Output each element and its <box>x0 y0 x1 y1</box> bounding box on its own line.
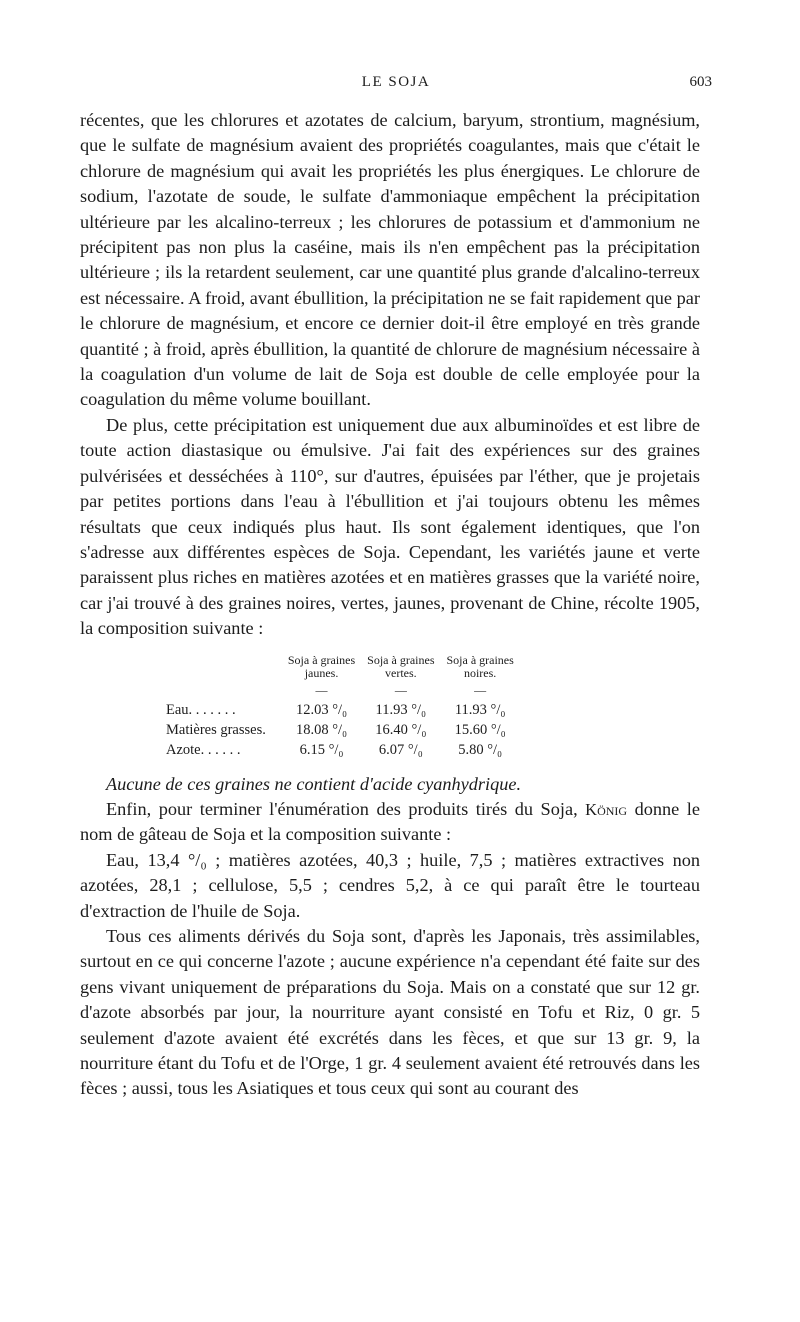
page-header <box>80 72 712 98</box>
column-header-line1: Soja à graines <box>367 652 435 667</box>
cell-value: 11.93 °/₀ <box>454 701 506 718</box>
table-row <box>166 720 520 740</box>
cell-value: 15.60 °/₀ <box>454 721 506 738</box>
header-spacer <box>166 654 282 682</box>
cell-value: 6.15 °/₀ <box>299 741 344 758</box>
row-label: Eau. . . . . . . <box>166 701 236 718</box>
column-dash: — <box>394 682 407 697</box>
cell-value: 11.93 °/₀ <box>375 701 427 718</box>
paragraph-2: De plus, cette précipitation est uniquement due aux albuminoïdes et est libre de toute action diastasique ou émulsive. J'ai fait des expériences sur des graines pulvérisées et desséchées à 110°, sur d'autres, épuisées par l'éther, que je projetais par petites portions dans l'eau à l'ébullition et j'ai toujours obtenu les mêmes résultats que ceux indiqués plus haut. Ils sont également identiques, que l'on s'adresse aux différentes espèces de Soja. Cependant, les variétés jaune et verte paraissent plus riches en matières azotées et en matières grasses que la variété noire, car j'ai trouvé à des graines noires, vertes, jaunes, provenant de Chine, récolte 1905, la composition suivante : <box>80 414 700 639</box>
column-header-line1: Soja à graines <box>446 652 514 667</box>
column-header-line2: noires. <box>463 665 497 680</box>
dash-spacer <box>166 682 282 700</box>
paragraph-5: Tous ces aliments dérivés du Soja sont, d'après les Japonais, très assimilables, surtout en ce qui concerne l'azote ; aucune expérience n'a cependant été faite sur des gens vivant uniquement de préparations du Soja. Mais on a constaté que sur 12 gr. d'azote absorbés par jour, la nourriture ayant consisté en Tofu et Riz, 0 gr. 5 seulement d'azote avaient été excrétés dans les fèces, et que sur 13 gr. 9, la nourriture étant du Tofu et de l'Orge, 1 gr. 4 seulement avaient été retrouvés dans les fèces ; aussi, tous les Asiatiques et tous ceux qui sont au courant des <box>80 925 700 1099</box>
column-header-noires <box>440 654 519 682</box>
row-label: Azote. . . . . . <box>166 741 241 758</box>
paragraph-4: Eau, 13,4 °/₀ ; matières azotées, 40,3 ; huile, 7,5 ; matières extractives non azotées, 28,1 ; cellulose, 5,5 ; cendres 5,2, à ce qui paraît être le tourteau d'extraction de l'huile de Soja. <box>80 849 700 921</box>
paragraph-3-before: Enfin, pour terminer l'énumération des produits tirés du Soja, <box>106 798 586 819</box>
paragraph-3-after: donne le nom de gâteau de Soja et la composition suivante : <box>80 798 700 845</box>
cell-value: 6.07 °/₀ <box>378 741 423 758</box>
column-header-line2: jaunes. <box>304 665 339 680</box>
cell-value: 16.40 °/₀ <box>375 721 427 738</box>
cell-value: 5.80 °/₀ <box>458 741 503 758</box>
paragraph-3 <box>80 797 700 848</box>
cell-value: 12.03 °/₀ <box>295 701 348 718</box>
composition-table-wrap <box>166 654 646 760</box>
page-body <box>80 108 700 1102</box>
row-label: Matières grasses. <box>166 721 266 738</box>
table-row <box>166 740 520 760</box>
composition-table <box>166 654 520 760</box>
column-header-line2: vertes. <box>385 665 417 680</box>
running-title: LE SOJA <box>361 74 431 90</box>
column-header-vertes <box>361 654 440 682</box>
page-number: 603 <box>689 74 712 90</box>
dash-row <box>166 682 520 700</box>
italic-note: Aucune de ces graines ne contient d'acide cyanhydrique. <box>106 773 522 794</box>
column-header-line1: Soja à graines <box>287 652 356 667</box>
cell-value: 18.08 °/₀ <box>295 721 348 738</box>
column-header-jaunes <box>282 654 361 682</box>
column-dash: — <box>315 682 328 697</box>
author-name: König <box>585 799 628 819</box>
paragraph-1: récentes, que les chlorures et azotates de calcium, baryum, strontium, magnésium, que le sulfate de magnésium avaient des propriétés coagulantes, mais que c'était le chlorure de magnésium qui avait les propriétés les plus énergiques. Le chlorure de sodium, l'azotate de soude, le sulfate d'ammoniaque empêchent la précipitation ultérieure par les alcalino-terreux ; les chlorures de potassium et d'ammonium ne précipitent pas non plus la caséine, mais ils n'en empêchent pas la précipitation ultérieure ; ils la retardent seulement, car une quantité plus grande d'alcalino-terreux est nécessaire. A froid, avant ébullition, la précipitation ne se fait rapidement que par le chlorure de magnésium, et encore ce dernier doit-il être employé en très grande quantité ; à froid, après ébullition, la quantité de chlorure de magnésium nécessaire à la coagulation d'un volume de lait de Soja est double de celle employée pour la coagulation du même volume bouillant. <box>80 110 700 410</box>
column-dash: — <box>474 682 487 697</box>
table-row <box>166 700 520 720</box>
